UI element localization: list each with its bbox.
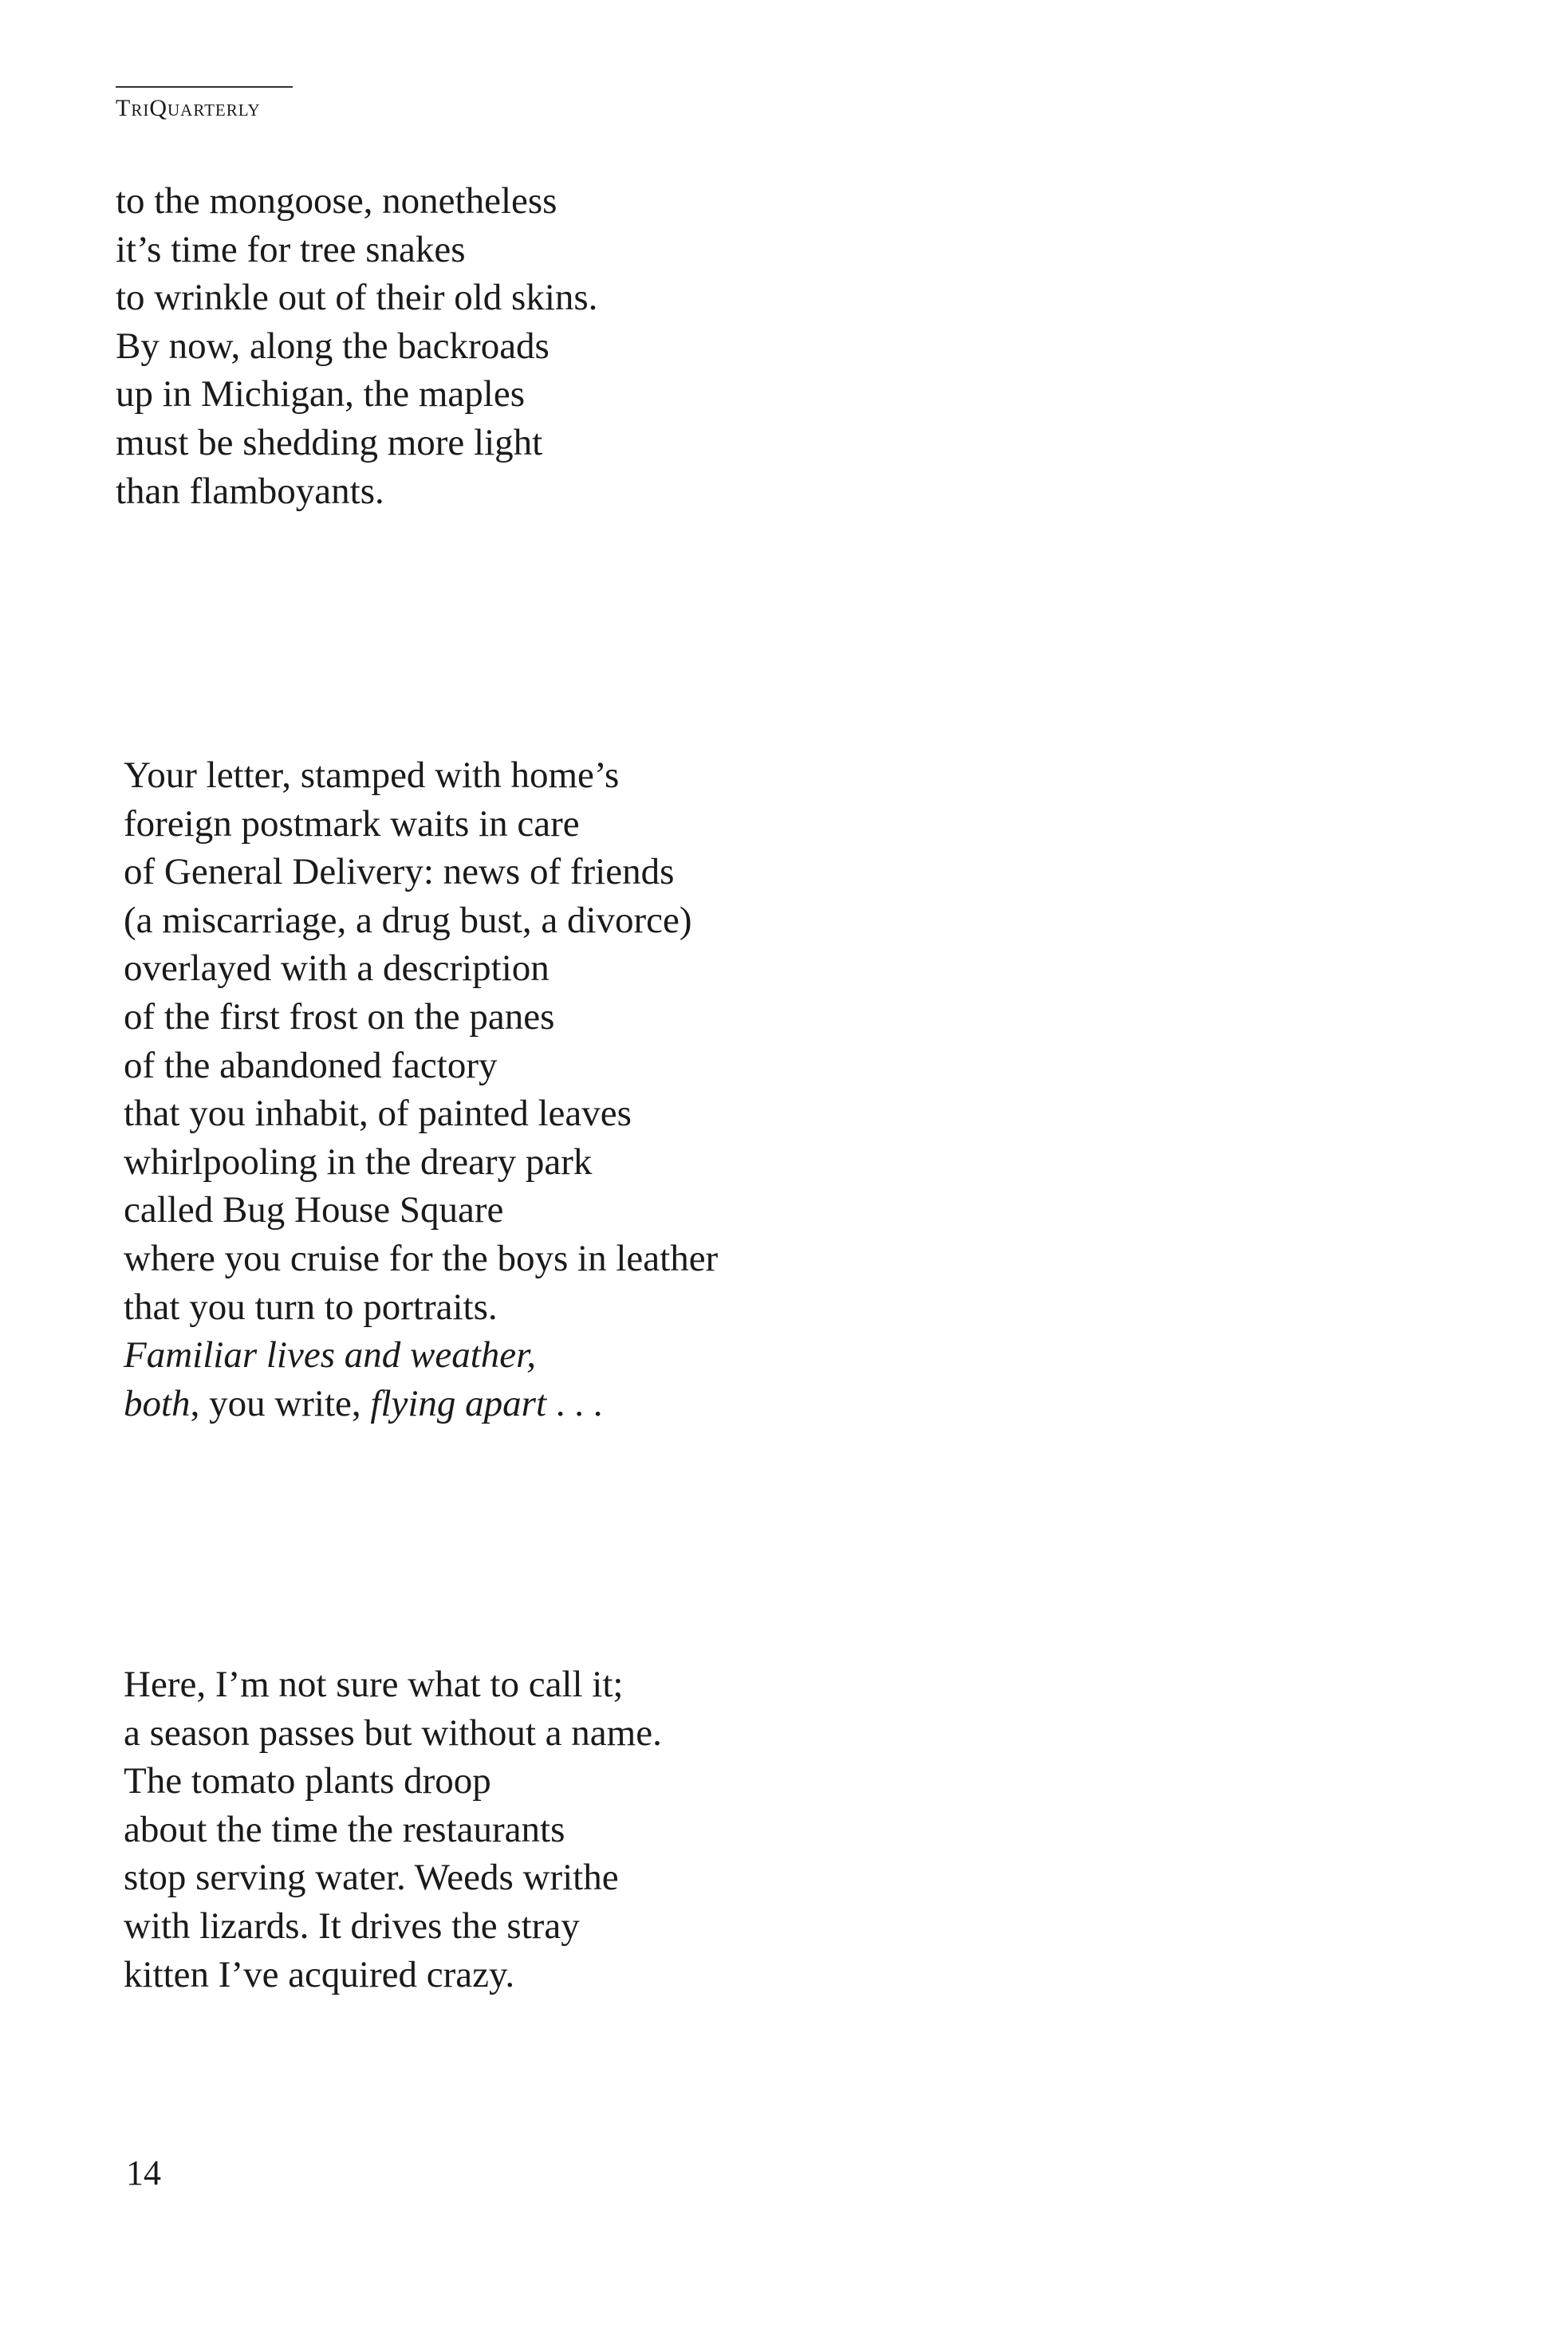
line-text: . . . [546,1382,603,1424]
line-text: it’s time for tree snakes [116,228,466,270]
page-number: 14 [126,2153,161,2192]
running-head [116,86,291,123]
italic-text: flying apart [370,1382,547,1424]
line-text: a season passes but without a name. [124,1712,662,1754]
stanza-1 [116,177,597,515]
poem-line [124,1042,718,1090]
poem-line [116,419,597,467]
poem-line [124,1186,718,1235]
line-text: where you cruise for the boys in leather [124,1237,719,1279]
line-text: Your letter, stamped with home’s [124,754,620,796]
poem-line [124,1757,662,1806]
poem-line [124,1331,718,1380]
line-text: By now, along the backroads [116,325,550,367]
poem-line [124,993,718,1042]
poem-line [124,1283,718,1332]
poem-line [124,1951,662,1999]
line-text: to the mongoose, nonetheless [116,180,557,222]
poem-line [124,1089,718,1138]
line-text: called Bug House Square [124,1189,504,1231]
poem-line [124,1660,662,1709]
poem-line [124,848,718,896]
poem-line [116,467,597,516]
line-text: The tomato plants droop [124,1760,491,1802]
poem-line [116,370,597,419]
poem-line [116,226,597,274]
poem-line [116,274,597,322]
line-text: that you turn to portraits. [124,1286,498,1328]
line-text: whirlpooling in the dreary park [124,1140,593,1183]
line-text: to wrinkle out of their old skins. [116,277,598,319]
poem-line [124,1380,718,1428]
italic-text: Familiar lives and weather, [124,1334,536,1377]
line-text: of General Delivery: news of friends [124,851,675,893]
line-text: stop serving water. Weeds writhe [124,1857,619,1899]
poem-line [124,1806,662,1854]
poem-line [116,322,597,371]
stanza-2 [124,751,718,1428]
poem-line [124,1138,718,1187]
poem-line [116,177,597,226]
line-text: of the first frost on the panes [124,995,555,1038]
line-text: that you inhabit, of painted leaves [124,1093,632,1135]
poem-line [124,896,718,945]
poem-line [124,1235,718,1283]
journal-title: TriQuarterly [116,95,261,121]
poem-line [124,1902,662,1951]
stanza-3 [124,1660,662,1999]
running-head-rule [116,86,293,88]
line-text: Here, I’m not sure what to call it; [124,1664,624,1705]
italic-text: both [124,1382,191,1424]
poem-line [124,1709,662,1758]
line-text: overlayed with a description [124,947,550,990]
line-text: about the time the restaurants [124,1808,565,1850]
poem-line [124,944,718,993]
line-text: , you write, [190,1382,371,1424]
line-text: with lizards. It drives the stray [124,1905,580,1947]
line-text: than flamboyants. [116,470,384,512]
line-text: (a miscarriage, a drug bust, a divorce) [124,899,692,941]
poem-line [124,800,718,849]
line-text: up in Michigan, the maples [116,373,525,416]
line-text: of the abandoned factory [124,1044,498,1086]
poem-line [124,751,718,800]
line-text: foreign postmark waits in care [124,802,580,845]
line-text: kitten I’ve acquired crazy. [124,1953,515,1995]
poem-line [124,1853,662,1902]
line-text: must be shedding more light [116,421,543,463]
